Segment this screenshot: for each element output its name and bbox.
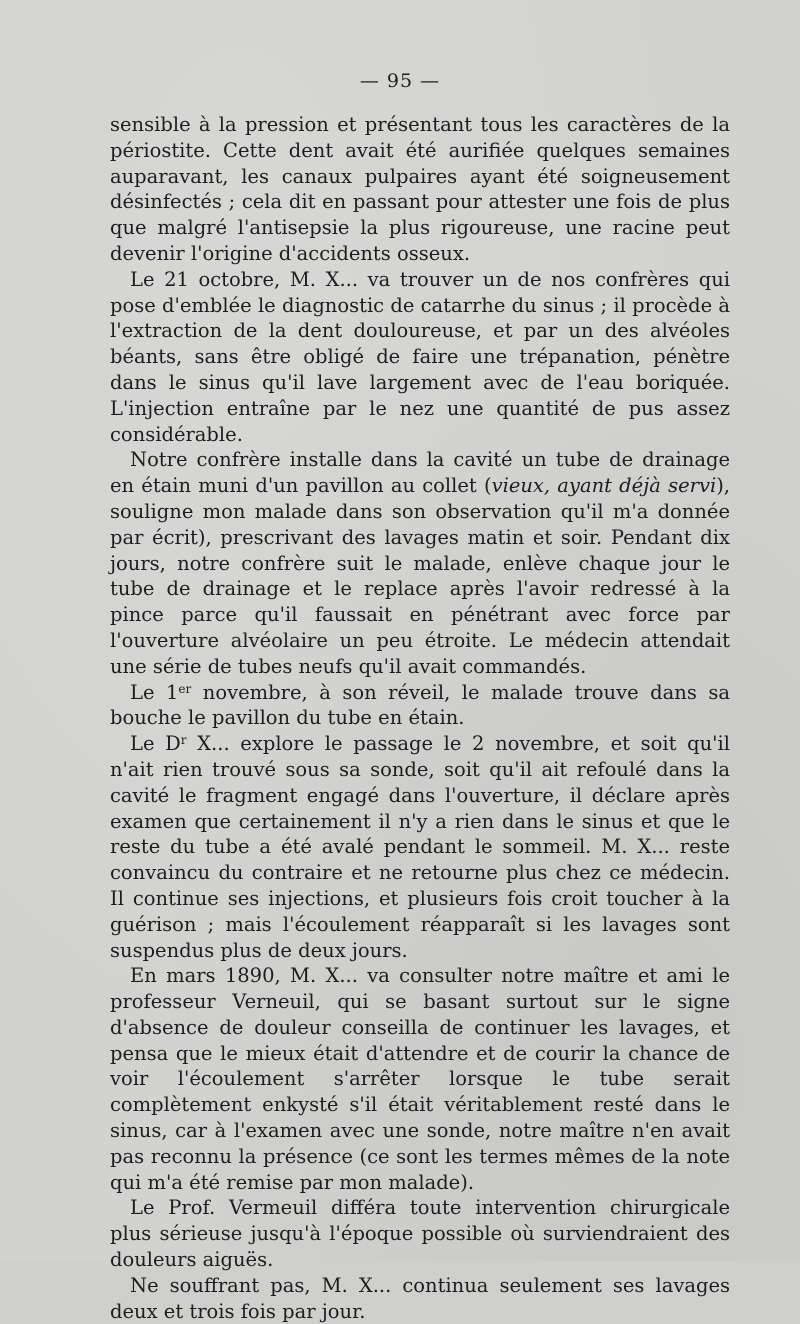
- paragraph-3-text-start: Notre confrère installe dans la cavité un tube de drainage en étain muni d'un pavillon au collet (: [110, 448, 730, 498]
- paragraph-3-italic-quote: vieux, ayant déjà servi: [491, 474, 717, 498]
- paragraph-4-text-end: novembre, à son réveil, le malade trouve dans sa bouche le pavillon du tube en étain.: [110, 680, 730, 730]
- paragraph-8: Ne souffrant pas, M. X... continua seulement ses lavages deux et trois fois par jour.: [110, 1273, 730, 1323]
- paragraph-4: [110, 680, 730, 732]
- page-number: — 95 —: [359, 70, 441, 92]
- paragraph-3: [110, 447, 730, 679]
- paragraph-5: [110, 731, 730, 963]
- body-text: [110, 112, 730, 1324]
- paragraph-4-superscript: er: [178, 681, 192, 696]
- paragraph-5-superscript: r: [180, 733, 187, 748]
- paragraph-1: sensible à la pression et présentant tous les caractères de la périostite. Cette dent avait été aurifiée quelques semaines auparavant, les canaux pulpaires ayant été soigneusement désinfectés ; cela dit en passant pour attester une fois de plus que malgré l'antisepsie la plus rigoureuse, une racine peut devenir l'origine d'accidents osseux.: [110, 113, 730, 265]
- paragraph-6: En mars 1890, M. X... va consulter notre maître et ami le professeur Verneuil, qui se basant surtout sur le signe d'absence de douleur conseilla de continuer les lavages, et pensa que le mieux était d'attendre et de courir la chance de voir l'écoulement s'arrêter lorsque le tube serait complètement enkysté s'il était véritablement resté dans le sinus, car à l'examen avec une sonde, notre maître n'en avait pas reconnu la présence (ce sont les termes mêmes de la note qui m'a été remise par mon malade).: [110, 964, 730, 1194]
- paragraph-2: Le 21 octobre, M. X... va trouver un de nos confrères qui pose d'emblée le diagnostic de catarrhe du sinus ; il procède à l'extraction de la dent douloureuse, et par un des alvéoles béants, sans être obligé de faire une trépanation, pénètre dans le sinus qu'il lave largement avec de l'eau boriquée. L'injection entraîne par le nez une quantité de pus assez considérable.: [110, 267, 730, 446]
- paragraph-5-text-start: Le D: [130, 732, 181, 756]
- paragraph-3-text-end: ), souligne mon malade dans son observation qu'il m'a donnée par écrit), prescrivant des lavages matin et soir. Pendant dix jours, notre confrère suit le malade, enlève chaque jour le tube de drainage et le replace après l'avoir redressé à la pince parce qu'il faussait en pénétrant avec force par l'ouverture alvéolaire un peu étroite. Le médecin attendait une série de tubes neufs qu'il avait commandés.: [110, 474, 731, 678]
- paragraph-7: Le Prof. Vermeuil différa toute intervention chirurgicale plus sérieuse jusqu'à l'époque possible où surviendraient des douleurs aiguës.: [110, 1196, 730, 1272]
- paragraph-4-text-start: Le 1: [130, 680, 179, 704]
- paragraph-5-text-end: X... explore le passage le 2 novembre, et soit qu'il n'ait rien trouvé sous sa sonde, soit qu'il ait refoulé dans la cavité le fragment engagé dans l'ouverture, il déclare après examen que certainement il n'y a rien dans le sinus et que le reste du tube a été avalé pendant le sommeil. M. X... reste convaincu du contraire et ne retourne plus chez ce médecin. Il continue ses injections, et plusieurs fois croit toucher à la guérison ; mais l'écoulement réapparaît si les lavages sont suspendus plus de deux jours.: [110, 732, 731, 962]
